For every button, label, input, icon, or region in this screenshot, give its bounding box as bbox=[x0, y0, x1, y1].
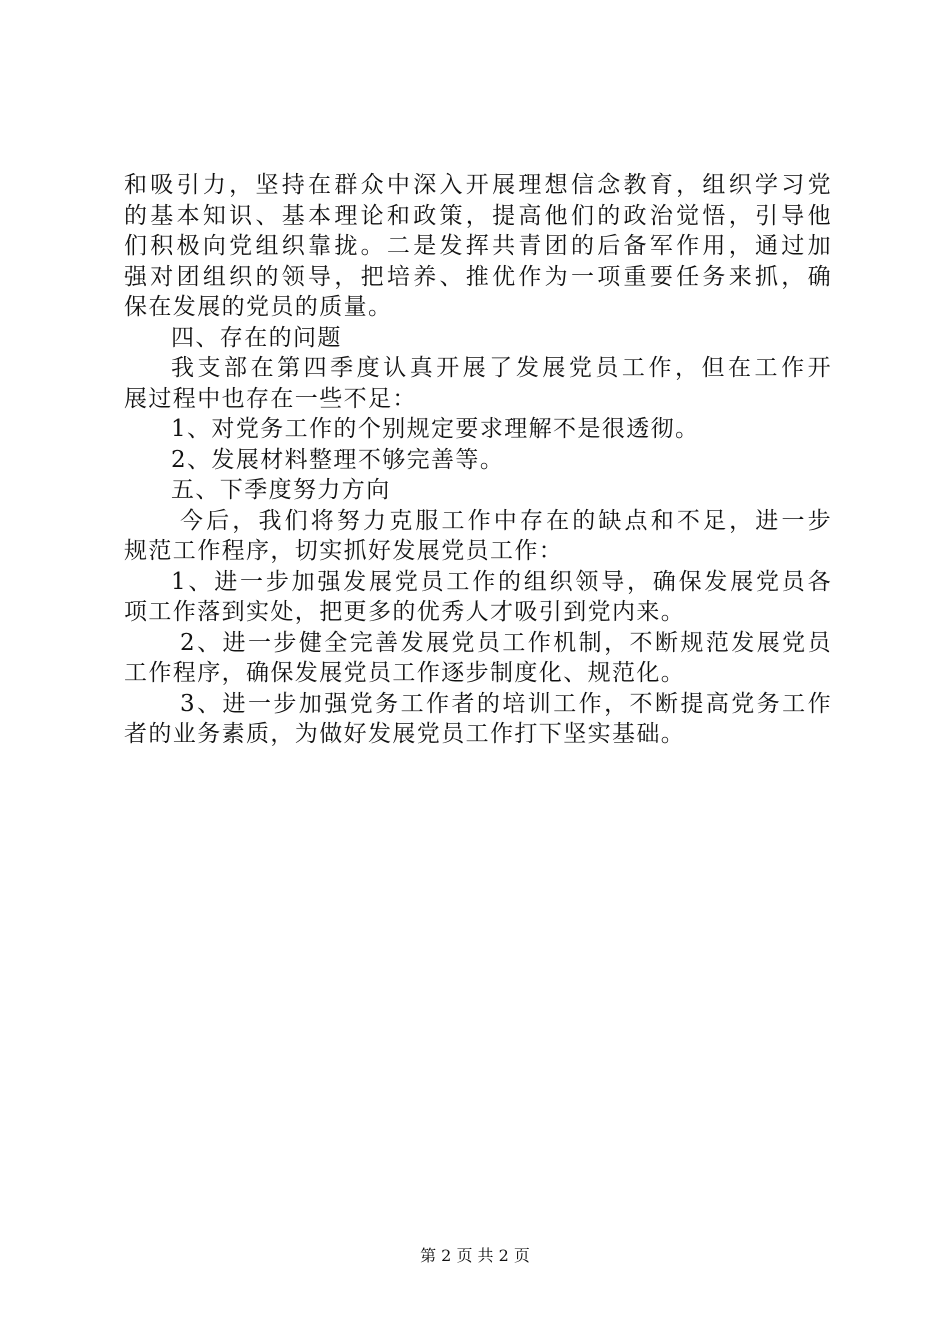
list-item: 2、发展材料整理不够完善等。 bbox=[171, 446, 505, 473]
body-line: 我支部在第四季度认真开展了发展党员工作，但在工作开 bbox=[171, 355, 832, 381]
body-line: 今后，我们将努力克服工作中存在的缺点和不足，进一步 bbox=[180, 507, 832, 534]
body-line: 工作程序，确保发展党员工作逐步制度化、规范化。 bbox=[124, 660, 686, 686]
section-heading: 四、存在的问题 bbox=[171, 324, 342, 351]
section-heading: 五、下季度努力方向 bbox=[171, 477, 391, 503]
body-line: 规范工作程序，切实抓好发展党员工作： bbox=[124, 538, 564, 564]
list-item: 3、进一步加强党务工作者的培训工作，不断提高党务工作 bbox=[180, 690, 832, 717]
document-body bbox=[124, 170, 832, 750]
body-line: 的基本知识、基本理论和政策，提高他们的政治觉悟，引导他 bbox=[124, 202, 832, 229]
body-line: 保在发展的党员的质量。 bbox=[124, 294, 393, 320]
body-line: 展过程中也存在一些不足： bbox=[124, 385, 417, 412]
body-line: 者的业务素质，为做好发展党员工作打下坚实基础。 bbox=[124, 721, 686, 747]
page-number-footer: 第 2 页 共 2 页 bbox=[420, 1246, 530, 1265]
body-line: 强对团组织的领导，把培养、推优作为一项重要任务来抓，确 bbox=[124, 263, 832, 290]
list-item: 1、对党务工作的个别规定要求理解不是很透彻。 bbox=[171, 416, 700, 442]
body-line: 们积极向党组织靠拢。二是发挥共青团的后备军作用，通过加 bbox=[124, 233, 832, 259]
list-item: 1、进一步加强发展党员工作的组织领导，确保发展党员各 bbox=[171, 568, 832, 595]
body-line: 项工作落到实处，把更多的优秀人才吸引到党内来。 bbox=[124, 599, 686, 625]
body-line: 和吸引力，坚持在群众中深入开展理想信念教育，组织学习党 bbox=[124, 172, 832, 198]
list-item: 2、进一步健全完善发展党员工作机制，不断规范发展党员 bbox=[180, 629, 832, 656]
